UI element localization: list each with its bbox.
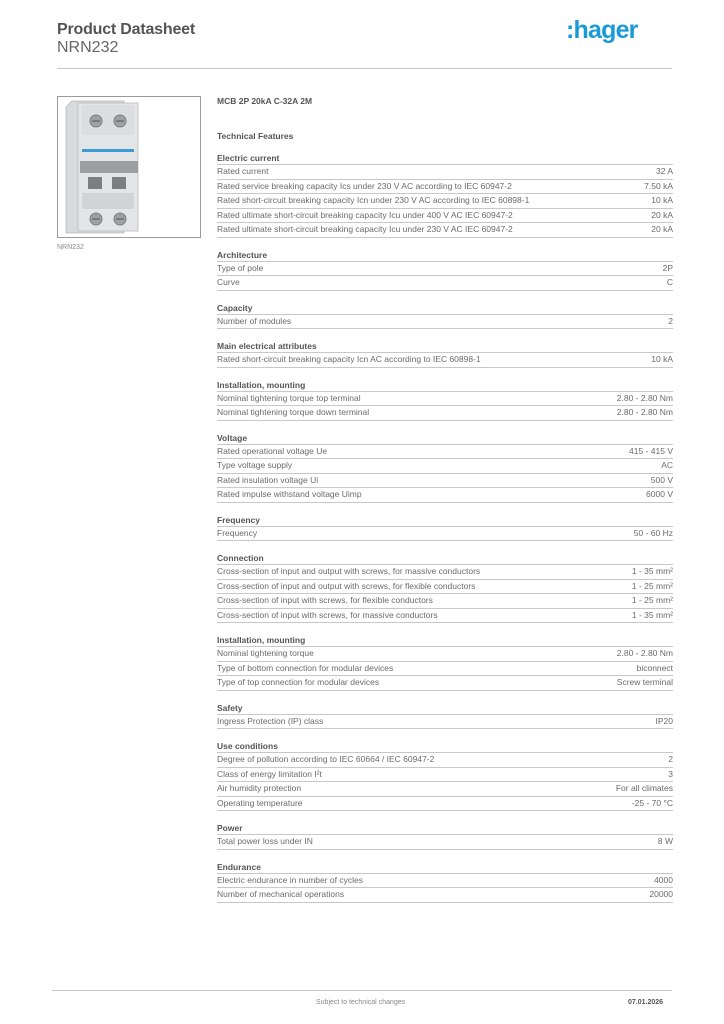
spec-value: -25 - 70 °C: [631, 797, 673, 808]
spec-value: 20 kA: [651, 209, 673, 220]
spec-label: Cross-section of input and output with screws, for flexible conductors: [217, 580, 476, 591]
spec-row: [217, 676, 673, 691]
section-title: Capacity: [217, 302, 673, 315]
spec-sections: [217, 152, 673, 903]
spec-value: 32 A: [655, 166, 673, 176]
spec-label: Rated impulse withstand voltage Uimp: [217, 489, 362, 499]
spec-label: Rated insulation voltage Ui: [217, 474, 319, 485]
spec-label: Type of top connection for modular devices: [217, 677, 380, 687]
spec-row: [217, 488, 673, 503]
product-image-caption: NRN232: [57, 244, 84, 251]
spec-value: 2: [668, 754, 673, 764]
spec-value: C: [666, 277, 673, 287]
spec-label: Ingress Protection (IP) class: [217, 715, 324, 726]
spec-row: [217, 406, 673, 421]
section-title: Connection: [217, 552, 673, 565]
spec-row: [217, 459, 673, 474]
spec-section: [217, 861, 673, 903]
spec-section: [217, 634, 673, 691]
spec-label: Rated ultimate short-circuit breaking capacity Icu under 230 V AC IEC 60947-2: [217, 224, 513, 234]
document-title: Product Datasheet: [57, 21, 195, 38]
section-title: Power: [217, 822, 673, 835]
section-title: Use conditions: [217, 740, 673, 753]
spec-value: 10 kA: [651, 354, 673, 364]
spec-label: Rated operational voltage Ue: [217, 445, 328, 456]
spec-value: 2P: [662, 262, 673, 273]
document-subtitle: NRN232: [57, 39, 119, 56]
spec-label: Cross-section of input with screws, for flexible conductors: [217, 595, 433, 605]
spec-label: Rated service breaking capacity Ics under 230 V AC according to IEC 60947-2: [217, 180, 512, 191]
spec-value: 1 - 25 mm²: [631, 580, 673, 591]
datasheet-content: [217, 96, 673, 903]
spec-section: [217, 302, 673, 330]
spec-value: 500 V: [650, 474, 673, 485]
spec-label: Electric endurance in number of cycles: [217, 874, 363, 885]
spec-label: Number of mechanical operations: [217, 889, 345, 899]
spec-row: [217, 753, 673, 768]
spec-row: [217, 662, 673, 677]
spec-value: 8 W: [657, 836, 673, 846]
spec-row: [217, 392, 673, 407]
spec-row: [217, 835, 673, 850]
section-title: Installation, mounting: [217, 634, 673, 647]
spec-value: 7.50 kA: [644, 180, 673, 191]
product-name: MCB 2P 20kA C-32A 2M: [217, 96, 313, 106]
spec-row: [217, 315, 673, 330]
spec-row: [217, 565, 673, 580]
section-title: Architecture: [217, 249, 673, 262]
spec-label: Nominal tightening torque down terminal: [217, 407, 370, 417]
spec-value: 3: [668, 768, 673, 779]
spec-value: AC: [661, 460, 673, 470]
spec-row: [217, 580, 673, 595]
spec-row: [217, 768, 673, 783]
footer-divider: [52, 990, 672, 991]
spec-label: Frequency: [217, 527, 258, 538]
spec-label: Operating temperature: [217, 797, 303, 808]
section-title: Voltage: [217, 432, 673, 445]
spec-label: Nominal tightening torque: [217, 648, 314, 658]
spec-value: 1 - 25 mm²: [631, 595, 673, 605]
spec-row: [217, 445, 673, 460]
spec-row: [217, 874, 673, 889]
section-title: Frequency: [217, 514, 673, 527]
spec-value: 2.80 - 2.80 Nm: [616, 407, 673, 417]
spec-row: [217, 797, 673, 812]
spec-section: [217, 432, 673, 503]
spec-value: 1 - 35 mm²: [631, 566, 673, 576]
spec-value: 50 - 60 Hz: [633, 527, 673, 538]
spec-label: Type of pole: [217, 262, 264, 273]
spec-value: For all climates: [615, 783, 673, 793]
document-header: [57, 20, 195, 57]
spec-row: [217, 194, 673, 209]
spec-value: 2.80 - 2.80 Nm: [616, 648, 673, 658]
spec-value: 1 - 35 mm²: [631, 609, 673, 620]
circuit-breaker-icon: [58, 97, 200, 237]
spec-label: Nominal tightening torque top terminal: [217, 392, 361, 403]
spec-label: Class of energy limitation I²t: [217, 768, 322, 779]
spec-section: [217, 152, 673, 238]
spec-value: biconnect: [636, 662, 673, 673]
spec-label: Rated short-circuit breaking capacity Icn AC according to IEC 60898-1: [217, 354, 481, 364]
header-divider: [57, 68, 672, 69]
section-title: Main electrical attributes: [217, 340, 673, 353]
spec-label: Type of bottom connection for modular devices: [217, 662, 394, 673]
circuit-breaker-image: [57, 96, 201, 238]
spec-section: [217, 702, 673, 730]
spec-value: 415 - 415 V: [629, 445, 673, 456]
spec-label: Air humidity protection: [217, 783, 302, 793]
spec-value: 2: [668, 315, 673, 326]
spec-section: [217, 740, 673, 811]
spec-row: [217, 782, 673, 797]
spec-row: [217, 474, 673, 489]
spec-section: [217, 822, 673, 850]
spec-section: [217, 340, 673, 368]
section-title: Safety: [217, 702, 673, 715]
spec-label: Type voltage supply: [217, 460, 293, 470]
section-title: Electric current: [217, 152, 673, 165]
spec-row: [217, 276, 673, 291]
spec-label: Rated ultimate short-circuit breaking capacity Icu under 400 V AC IEC 60947-2: [217, 209, 513, 220]
spec-label: Degree of pollution according to IEC 60664 / IEC 60947-2: [217, 754, 435, 764]
spec-row: [217, 609, 673, 624]
spec-label: Cross-section of input with screws, for massive conductors: [217, 609, 438, 620]
spec-row: [217, 223, 673, 238]
spec-label: Total power loss under IN: [217, 836, 313, 846]
spec-row: [217, 165, 673, 180]
spec-row: [217, 209, 673, 224]
spec-label: Number of modules: [217, 315, 292, 326]
technical-features-title: Technical Features: [217, 131, 294, 141]
spec-value: 10 kA: [651, 195, 673, 205]
spec-value: 4000: [654, 874, 673, 885]
spec-label: Curve: [217, 277, 240, 287]
footer-note: Subject to technical changes: [316, 999, 406, 1006]
spec-value: 6000 V: [646, 489, 673, 499]
spec-row: [217, 594, 673, 609]
spec-section: [217, 379, 673, 421]
spec-row: [217, 888, 673, 903]
hager-logo: :hager: [566, 16, 638, 44]
spec-value: IP20: [655, 715, 673, 726]
section-title: Endurance: [217, 861, 673, 874]
section-title: Installation, mounting: [217, 379, 673, 392]
spec-value: 2.80 - 2.80 Nm: [616, 392, 673, 403]
spec-section: [217, 514, 673, 542]
spec-row: [217, 527, 673, 542]
spec-label: Rated current: [217, 166, 269, 176]
spec-value: 20 kA: [651, 224, 673, 234]
spec-row: [217, 262, 673, 277]
spec-label: Rated short-circuit breaking capacity Icn under 230 V AC according to IEC 60898-1: [217, 195, 530, 205]
spec-value: 20000: [649, 889, 673, 899]
spec-row: [217, 647, 673, 662]
spec-label: Cross-section of input and output with screws, for massive conductors: [217, 566, 481, 576]
footer-date: 07.01.2026: [628, 999, 664, 1006]
spec-row: [217, 180, 673, 195]
spec-section: [217, 249, 673, 291]
spec-row: [217, 353, 673, 368]
spec-section: [217, 552, 673, 623]
spec-row: [217, 715, 673, 730]
spec-value: Screw terminal: [616, 677, 673, 687]
